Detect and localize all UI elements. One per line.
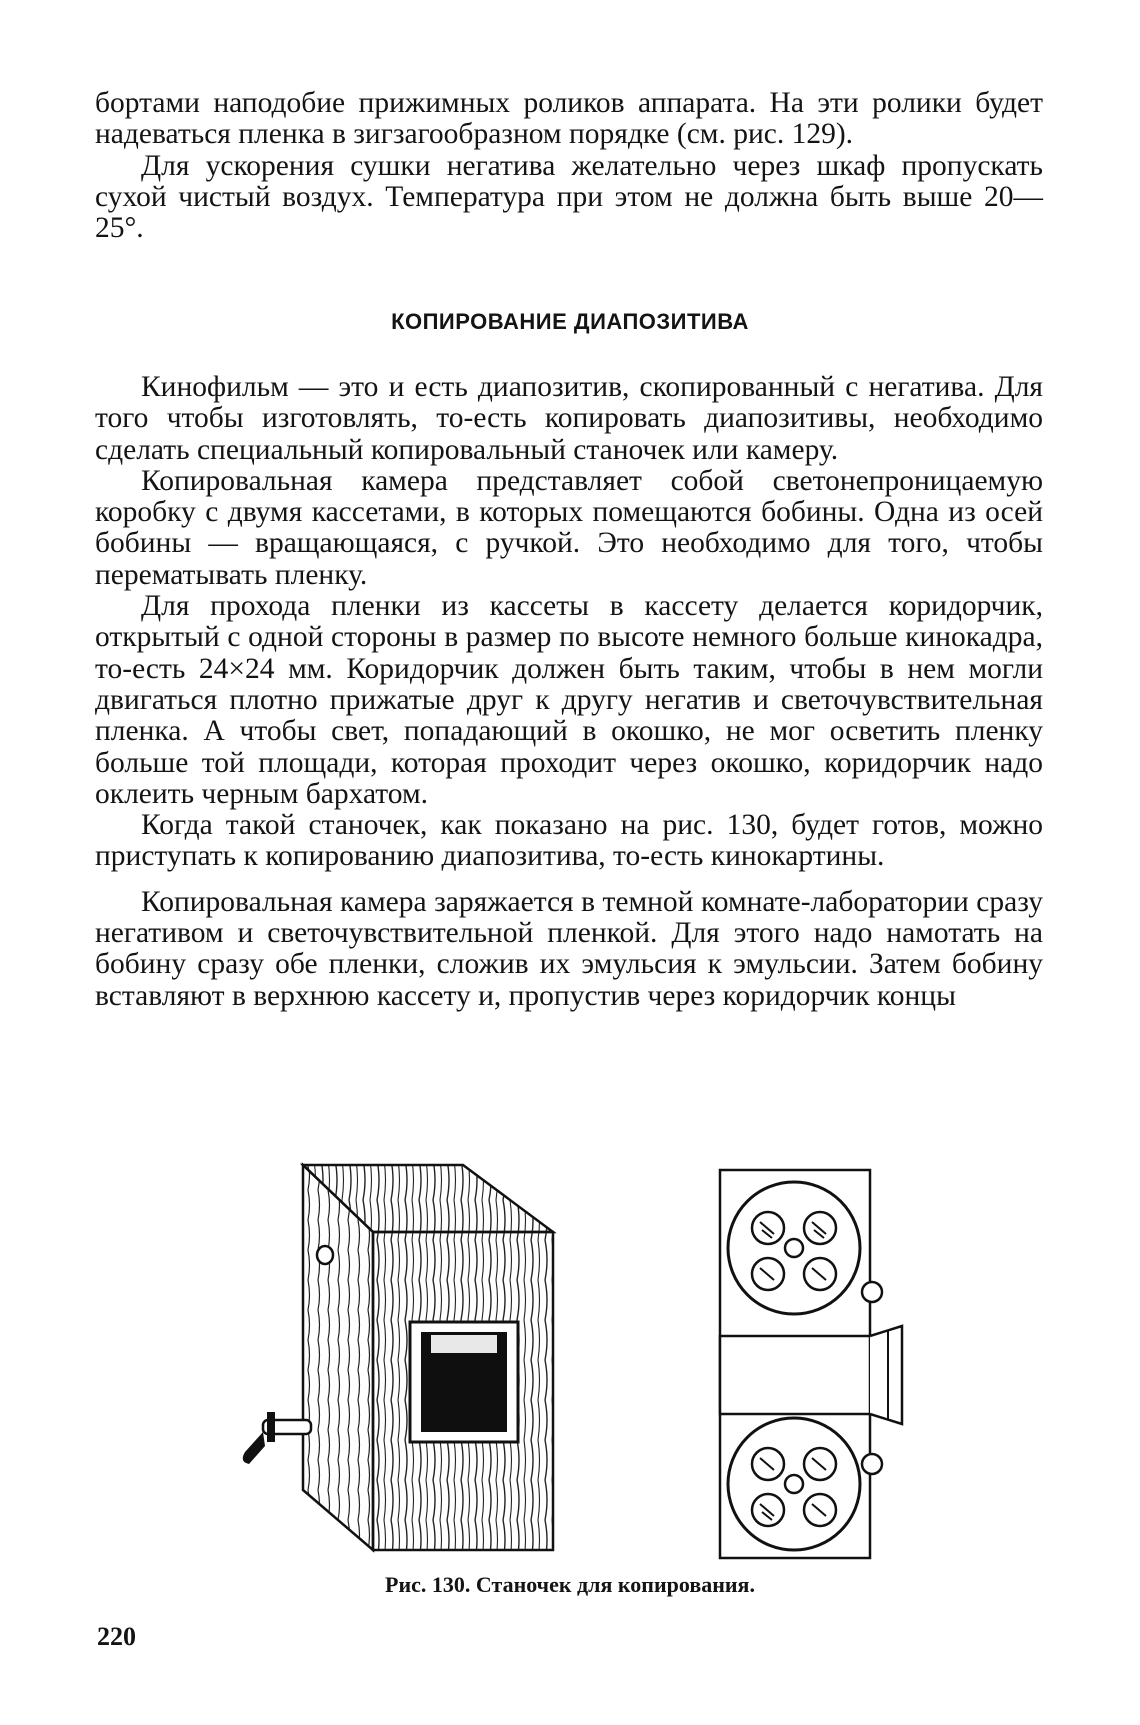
film-corridor bbox=[720, 1336, 870, 1414]
box-side-face bbox=[303, 1165, 373, 1550]
crank-handle bbox=[243, 1432, 265, 1464]
section-heading: КОПИРОВАНИЕ ДИАПОЗИТИВА bbox=[391, 309, 749, 334]
paragraph-4: Когда такой станочек, как показано на рис. 130, будет готов, можно приступать к копированию диапозитива, то-есть кинокартины. bbox=[95, 809, 1043, 873]
paragraph-continuation: бортами наподобие прижимных роликов аппарата. На эти ролики будет надеваться пленка в зигзагообразном порядке (см. рис. 129). bbox=[95, 87, 1043, 151]
paragraph-1: Кинофильм — это и есть диапозитив, скопированный с негатива. Для того чтобы изготовлять, то-есть копировать диапозитивы, необходимо сделать специальный копировальный станочек или камеру. bbox=[95, 371, 1043, 466]
upper-guide-roller bbox=[862, 1282, 882, 1302]
crank-collar bbox=[267, 1412, 275, 1442]
paragraph-2: Копировальная камера представляет собой светонепроницаемую коробку с двумя кассетами, в которых помещаются бобины. Одна из осей бобины — вращающаяся, с ручкой. Это необходимо для того, чтобы перематывать пленку. bbox=[95, 464, 1043, 591]
paragraph-3: Для прохода пленки из кассеты в кассету делается коридорчик, открытый с одной стороны в размер по высоте немного больше кинокадра, то-есть 24×24 мм. Коридорчик должен быть таким, чтобы в нем могли двигаться плотно прижатые друг к другу негатив и светочувствительная пленка. А чтобы свет, попадающий в окошко, не мог осветить пленку больше той площади, которая проходит через окошко, коридорчик надо оклеить черным бархатом. bbox=[95, 590, 1043, 810]
lower-reel bbox=[728, 1418, 860, 1550]
copying-box-illustration bbox=[235, 1160, 575, 1560]
figure-caption: Рис. 130. Станочек для копирования. bbox=[385, 1572, 755, 1597]
paragraph-drying: Для ускорения сушки негатива желательно через шкаф пропускать сухой чистый воздух. Температура при этом не должна быть выше 20—25°. bbox=[95, 149, 1043, 245]
main-text bbox=[95, 372, 1043, 1012]
box-window-film bbox=[431, 1335, 497, 1353]
lower-guide-roller bbox=[862, 1454, 882, 1474]
corridor-window-housing bbox=[870, 1326, 902, 1424]
upper-reel bbox=[728, 1182, 860, 1314]
paragraph-5: Копировальная камера заряжается в темной комнате-лаборатории сразу негативом и светочувствительной пленкой. Для этого надо намотать на бобину сразу обе пленки, сложив их эмульсия к эмульсии. Затем бобину вставляют в верхнюю кассету и, пропустив через коридорчик концы bbox=[95, 885, 1043, 1012]
top-text bbox=[95, 88, 1043, 244]
side-knob bbox=[317, 1246, 333, 1264]
page-number: 220 bbox=[97, 1622, 136, 1651]
camera-schematic-illustration bbox=[712, 1168, 928, 1560]
